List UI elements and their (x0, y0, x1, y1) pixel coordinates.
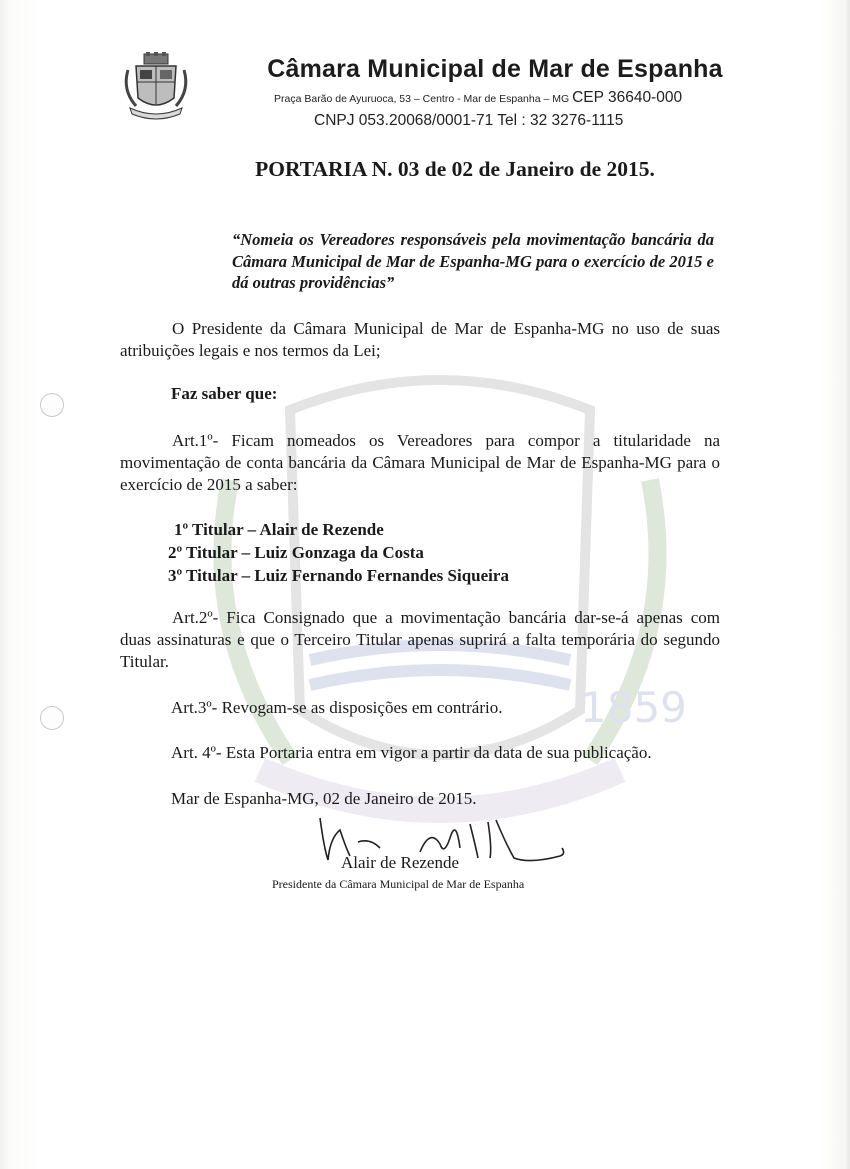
article-1 (120, 430, 720, 496)
organization-name: Câmara Municipal de Mar de Espanha (267, 55, 723, 83)
letterhead (0, 0, 850, 140)
document-title: PORTARIA N. 03 de 02 de Janeiro de 2015. (255, 157, 655, 181)
faz-saber-heading: Faz saber que: (171, 384, 278, 403)
article-1-text: Art.1º- Ficam nomeados os Vereadores para compor a titularidade na movimentação de conta bancária da Câmara Municipal de Mar de Espanha-MG para o exercício de 2015 a saber: (120, 431, 720, 494)
punch-hole-bottom (40, 706, 64, 730)
punch-hole-top (40, 393, 64, 417)
titular-3: 3º Titular – Luiz Fernando Fernandes Siqueira (168, 566, 509, 585)
preamble-paragraph (120, 318, 720, 362)
article-4: Art. 4º- Esta Portaria entra em vigor a partir da data de sua publicação. (171, 743, 652, 762)
article-2 (120, 607, 720, 673)
ementa: “Nomeia os Vereadores responsáveis pela movimentação bancária da Câmara Municipal de Mar de Espanha-MG para o exercício de 2015 e dá outras providências” (232, 230, 714, 292)
address-text: Praça Barão de Ayuruoca, 53 – Centro - Mar de Espanha – MG (274, 93, 570, 105)
date-line: Mar de Espanha-MG, 02 de Janeiro de 2015. (171, 789, 477, 808)
watermark-year: 1859 (580, 683, 687, 732)
article-2-text: Art.2º- Fica Consignado que a movimentação bancária dar-se-á apenas com duas assinaturas e que o Terceiro Titular apenas suprirá a falta temporária do segundo Titular. (120, 608, 720, 671)
article-3: Art.3º- Revogam-se as disposições em contrário. (171, 698, 503, 717)
cnpj-phone-line: CNPJ 053.20068/0001-71 Tel : 32 3276-1115 (314, 112, 624, 129)
signer-name: Alair de Rezende (341, 853, 459, 872)
address-line (274, 89, 682, 107)
titulares-list (168, 518, 509, 587)
titular-1: 1º Titular – Alair de Rezende (174, 520, 384, 539)
preamble-text: O Presidente da Câmara Municipal de Mar de Espanha-MG no uso de suas atribuições legais e nos termos da Lei; (120, 319, 720, 360)
titular-2: 2º Titular – Luiz Gonzaga da Costa (168, 543, 424, 562)
crest-icon (120, 52, 192, 122)
cep-text: CEP 36640-000 (572, 89, 683, 106)
signer-role: Presidente da Câmara Municipal de Mar de Espanha (272, 877, 525, 891)
